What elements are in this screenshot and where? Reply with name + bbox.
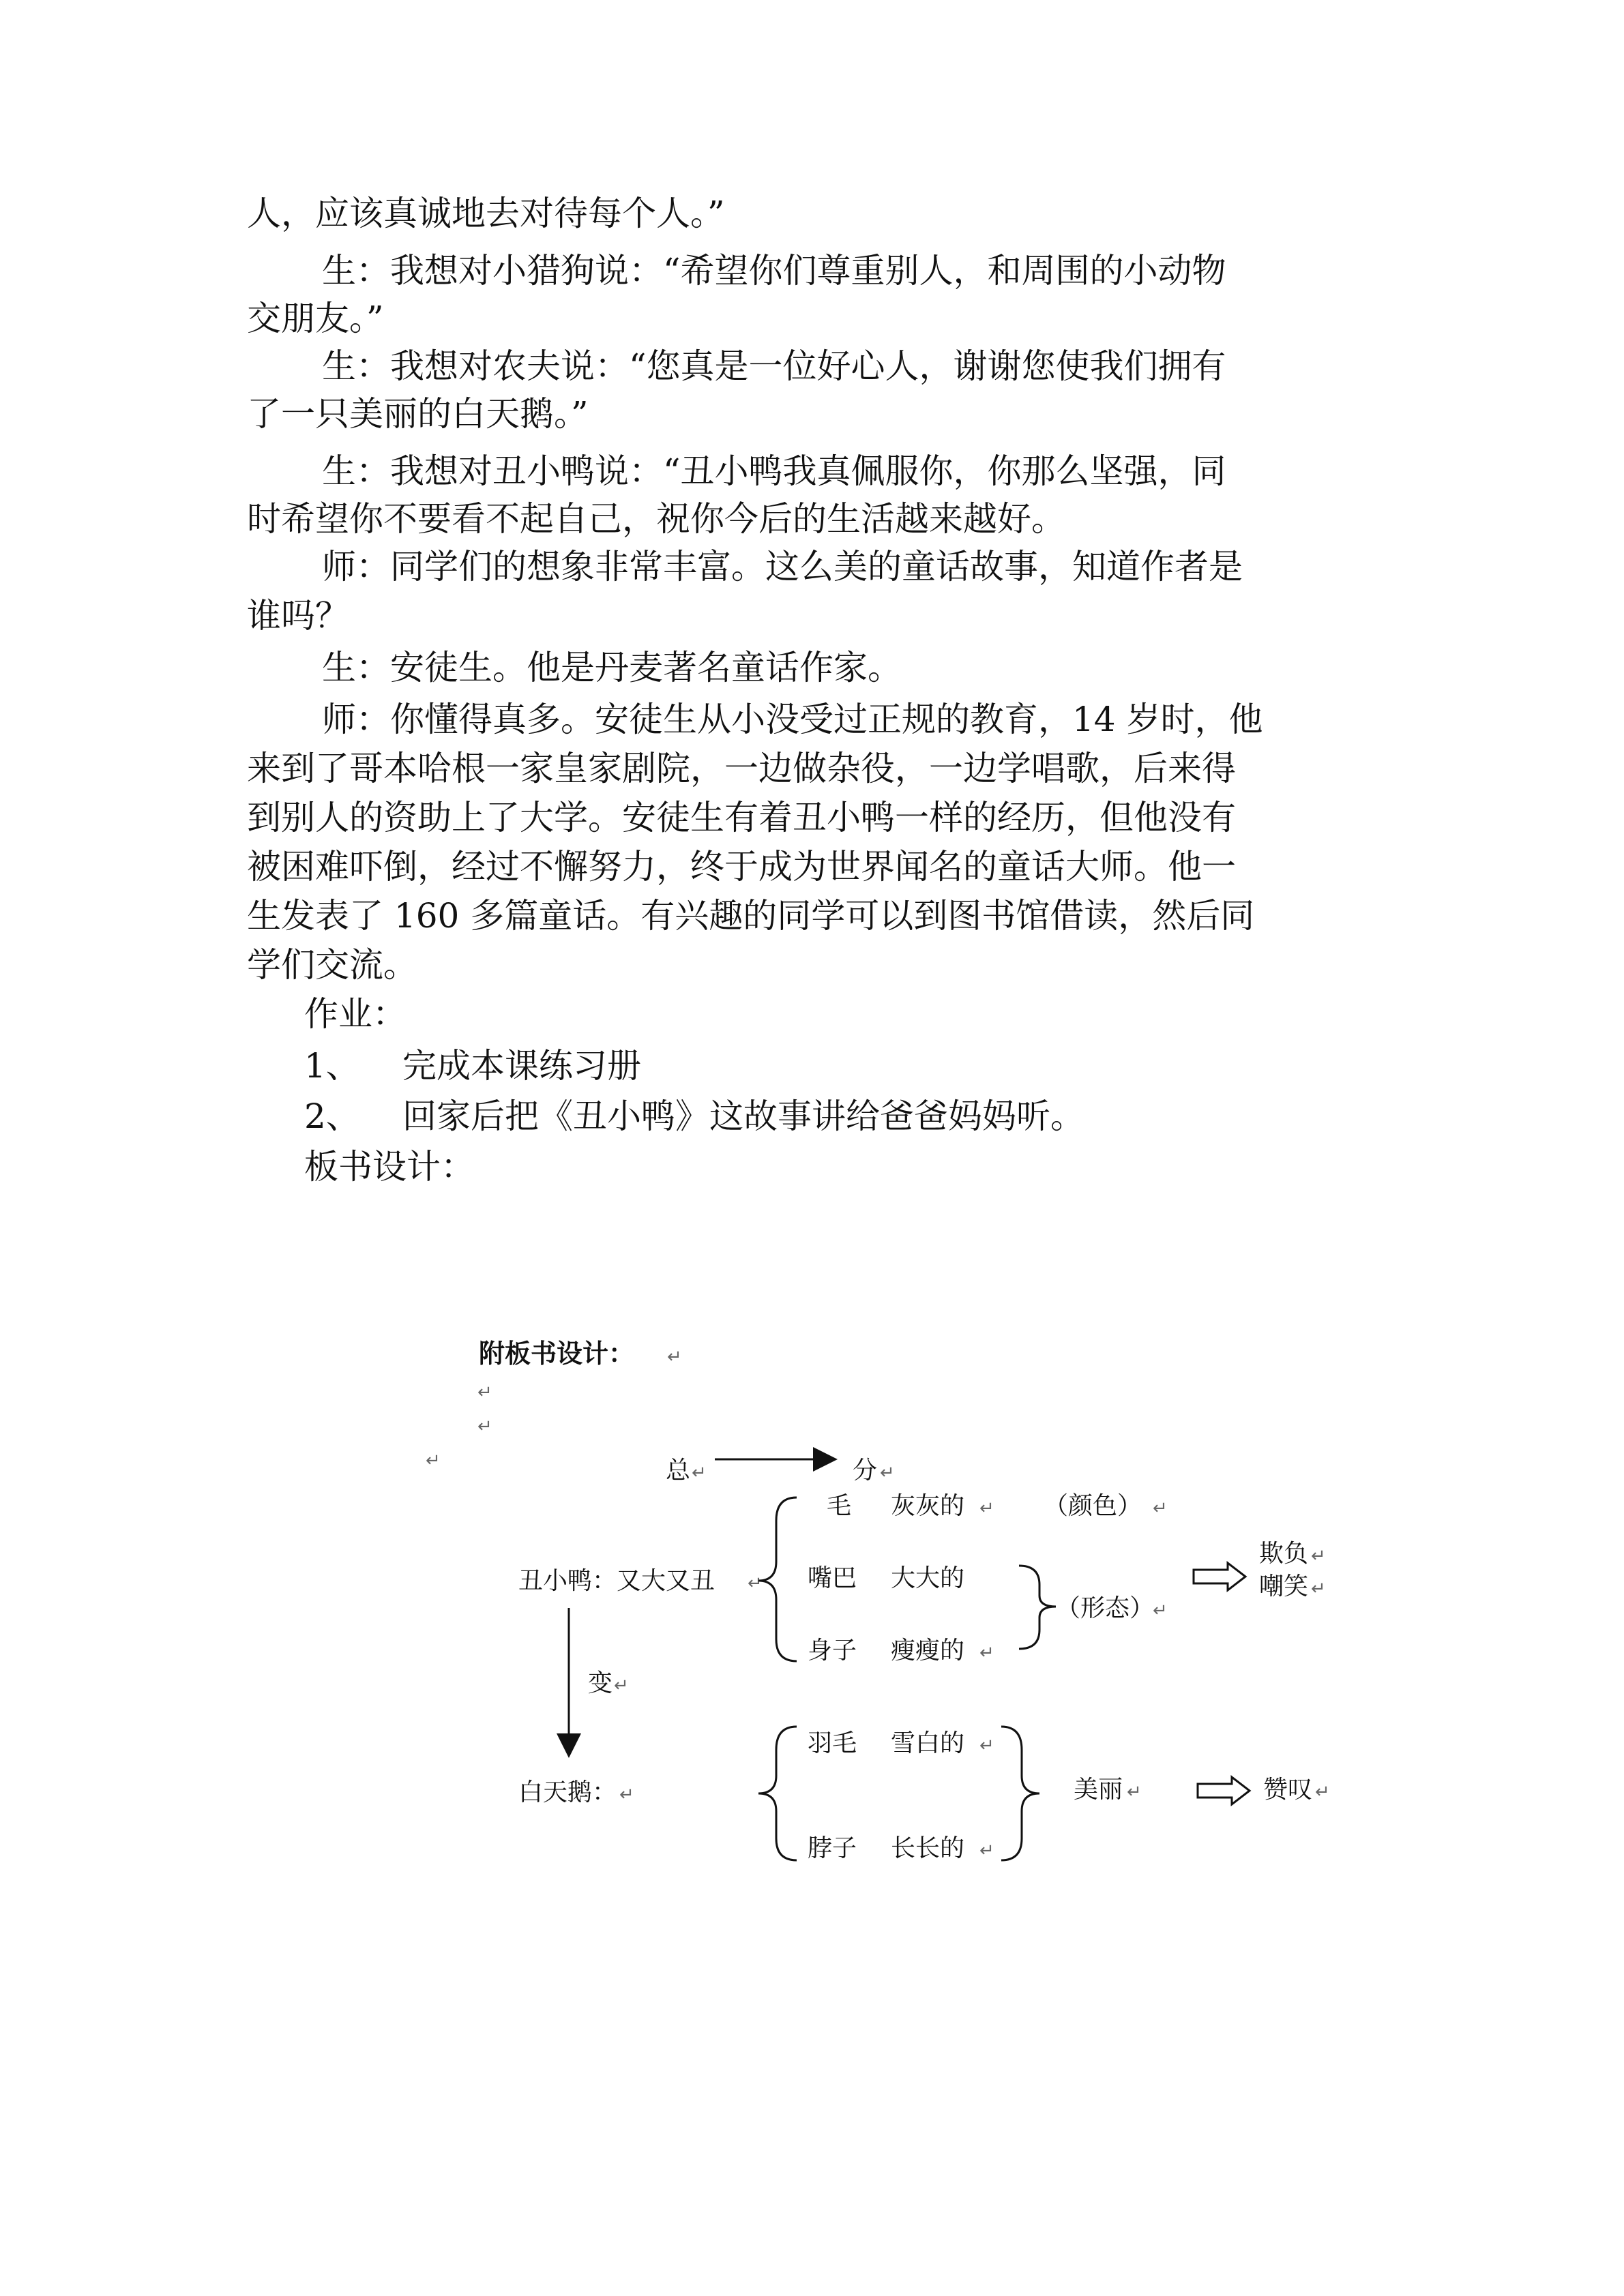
return-mark: ↵	[692, 1463, 707, 1483]
category-label: （颜色）	[1044, 1492, 1142, 1520]
text-line: 生：我想对小猎狗说：“希望你们尊重别人，和周围的小动物	[322, 251, 1226, 290]
result-label: 嘲笑	[1259, 1572, 1309, 1600]
text-line: 生：我想对丑小鸭说：“丑小鸭我真佩服你，你那么坚强，同	[322, 451, 1226, 491]
return-mark: ↵	[1311, 1579, 1326, 1599]
text-line: 到别人的资助上了大学。安徒生有着丑小鸭一样的经历，但他没有	[247, 798, 1236, 837]
fen-label: 分	[853, 1457, 878, 1485]
text-line: 师：你懂得真多。安徒生从小没受过正规的教育，14 岁时，他	[322, 700, 1263, 739]
homework-item: 完成本课练习册	[402, 1046, 641, 1086]
return-mark: ↵	[979, 1735, 994, 1756]
beauty-brace	[1001, 1727, 1039, 1860]
return-mark: ↵	[477, 1416, 492, 1437]
hollow-arrow	[1194, 1563, 1245, 1590]
return-mark: ↵	[979, 1840, 994, 1861]
board-heading: 板书设计：	[304, 1147, 475, 1187]
return-mark: ↵	[748, 1573, 763, 1594]
text-line: 了一只美丽的白天鹅。”	[247, 394, 589, 434]
homework-number: 2、	[304, 1097, 360, 1136]
return-mark: ↵	[979, 1643, 994, 1663]
swan-label: 白天鹅：	[518, 1778, 617, 1806]
text-line: 被困难吓倒，经过不懈努力，终于成为世界闻名的童话大师。他一	[247, 847, 1236, 886]
feature-label: 毛	[827, 1492, 852, 1520]
change-label: 变	[588, 1669, 613, 1697]
feature-value: 大大的	[891, 1564, 965, 1592]
board-title: 附板书设计：	[479, 1339, 635, 1369]
text-line: 谁吗？	[247, 596, 349, 636]
return-mark: ↵	[979, 1498, 994, 1519]
return-mark: ↵	[880, 1463, 895, 1483]
zong-label: 总	[666, 1457, 691, 1485]
text-line: 人，应该真诚地去对待每个人。”	[247, 194, 725, 233]
feature-label: 身子	[808, 1637, 857, 1665]
return-mark: ↵	[614, 1675, 629, 1696]
text-line: 生：安徒生。他是丹麦著名童话作家。	[322, 648, 902, 687]
return-mark: ↵	[1153, 1600, 1168, 1621]
text-line: 师：同学们的想象非常丰富。这么美的童话故事，知道作者是	[322, 547, 1243, 586]
swan-feature-brace	[758, 1727, 797, 1860]
return-mark: ↵	[1315, 1782, 1330, 1802]
text-line: 来到了哥本哈根一家皇家剧院，一边做杂役，一边学唱歌，后来得	[247, 749, 1236, 788]
return-mark: ↵	[426, 1450, 441, 1471]
ugly-duckling-label: 丑小鸭：又大又丑	[518, 1567, 715, 1595]
feature-label: 脖子	[808, 1834, 857, 1862]
homework-number: 1、	[304, 1046, 360, 1086]
beauty-label: 美丽	[1074, 1776, 1123, 1804]
text-line: 时希望你不要看不起自己，祝你今后的生活越来越好。	[247, 499, 1065, 539]
return-mark: ↵	[667, 1347, 682, 1367]
feature-value: 长长的	[891, 1834, 965, 1862]
return-mark: ↵	[619, 1785, 634, 1805]
hollow-arrow	[1198, 1777, 1250, 1804]
feature-value: 瘦瘦的	[891, 1637, 965, 1665]
feature-label: 嘴巴	[808, 1564, 857, 1592]
result-label: 欺负	[1259, 1540, 1309, 1568]
return-mark: ↵	[1311, 1546, 1326, 1566]
feature-value: 雪白的	[891, 1729, 965, 1757]
homework-heading: 作业：	[304, 994, 407, 1034]
feature-value: 灰灰的	[891, 1492, 965, 1520]
feature-label: 羽毛	[808, 1729, 857, 1757]
category-label: （形态）	[1056, 1594, 1155, 1622]
feature-brace	[758, 1497, 797, 1661]
return-mark: ↵	[1127, 1782, 1142, 1802]
text-line: 交朋友。”	[247, 299, 384, 338]
text-line: 生：我想对农夫说：“您真是一位好心人，谢谢您使我们拥有	[322, 346, 1226, 386]
return-mark: ↵	[1153, 1498, 1168, 1519]
text-line: 学们交流。	[247, 945, 417, 985]
return-mark: ↵	[477, 1382, 492, 1403]
text-line: 生发表了 160 多篇童话。有兴趣的同学可以到图书馆借读，然后同	[247, 896, 1255, 936]
homework-item: 回家后把《丑小鸭》这故事讲给爸爸妈妈听。	[402, 1097, 1084, 1136]
result-label: 赞叹	[1263, 1776, 1313, 1804]
form-brace	[1019, 1566, 1056, 1649]
